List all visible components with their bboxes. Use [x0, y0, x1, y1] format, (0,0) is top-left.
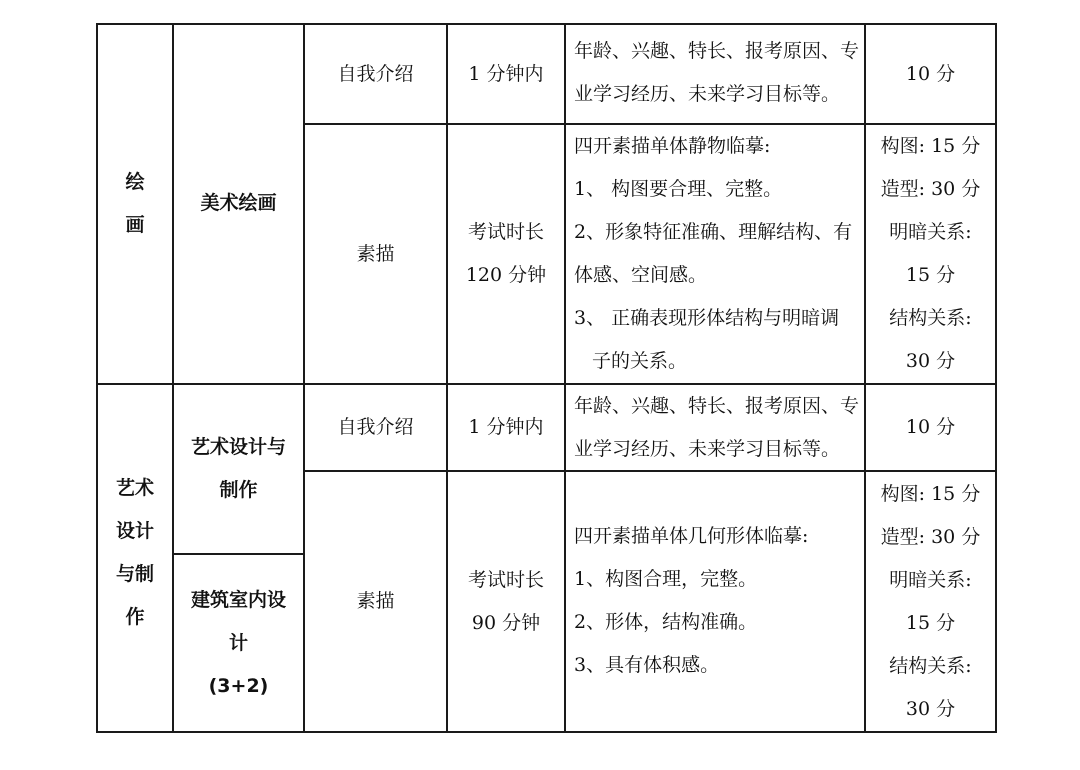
content-cell: 四开素描单体几何形体临摹: 1、构图合理，完整。 2、形体，结构准确。 3、具有体积感。	[574, 525, 809, 676]
score-cell: 10 分	[905, 416, 956, 438]
score-cell: 构图: 15 分 造型: 30 分 明暗关系: 15 分 结构关系: 30 分	[880, 135, 981, 372]
category-label: 绘 画	[125, 171, 145, 236]
category-cell	[98, 385, 172, 731]
major-label: 艺术设计与 制作	[190, 436, 286, 501]
duration-cell: 1 分钟内	[468, 416, 544, 438]
category-cell	[98, 25, 172, 383]
major-label: 建筑室内设 计 (3+2)	[190, 588, 286, 697]
score-cell: 10 分	[905, 62, 956, 85]
major-cell	[174, 385, 303, 553]
duration-cell: 考试时长 120 分钟	[465, 221, 547, 286]
major-cell	[174, 555, 303, 731]
table-border-bottom	[96, 731, 997, 733]
duration-cell: 考试时长 90 分钟	[467, 568, 544, 634]
table-border-right	[995, 23, 997, 733]
duration-cell: 1 分钟内	[468, 62, 544, 85]
content-cell: 四开素描单体静物临摹: 1、 构图要合理、完整。 2、形象特征准确、理解结构、有 体感、空间感。 3、 正确表现形体结构与明暗调 子的关系。	[574, 135, 853, 372]
major-label: 美术绘画	[200, 191, 277, 214]
item-cell: 自我介绍	[337, 416, 414, 438]
content-cell: 年龄、兴趣、特长、报考原因、专 业学习经历、未来学习目标等。	[574, 40, 860, 105]
major-cell	[174, 25, 303, 383]
item-cell: 素描	[356, 590, 395, 612]
item-cell: 自我介绍	[337, 62, 414, 85]
category-label: 艺术 设计 与制 作	[115, 477, 154, 628]
content-cell: 年龄、兴趣、特长、报考原因、专 业学习经历、未来学习目标等。	[574, 395, 860, 460]
column-divider	[564, 23, 566, 733]
item-cell: 素描	[356, 242, 395, 265]
score-cell: 构图: 15 分 造型: 30 分 明暗关系: 15 分 结构关系: 30 分	[880, 482, 981, 720]
